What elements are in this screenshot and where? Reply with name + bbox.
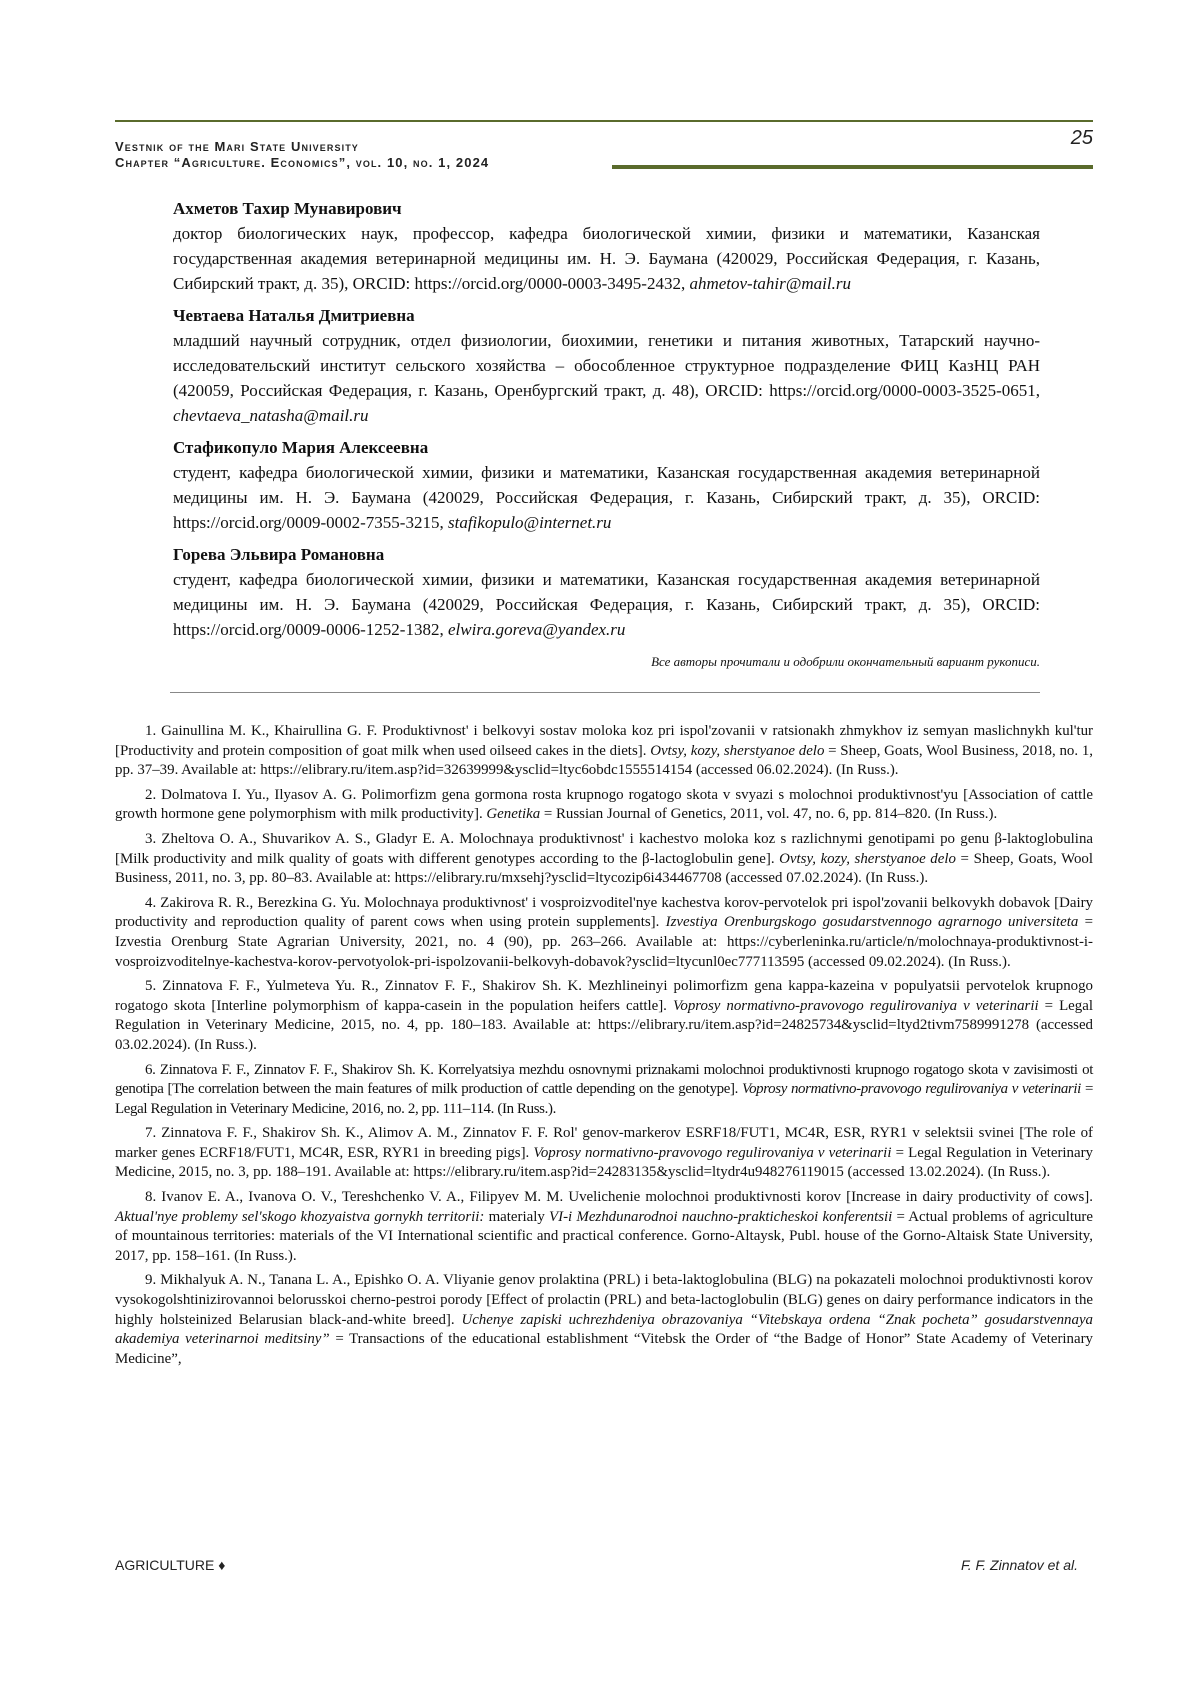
author-entry [173, 303, 1040, 428]
ref-source: Izvestiya Orenburgskogo gosudarstvennogo agrarnogo universiteta [665, 914, 1079, 931]
author-info [173, 567, 1040, 642]
author-email[interactable]: ahmetov-tahir@mail.ru [689, 274, 851, 293]
ref-text: = Legal Regulation in Veterinary Medicine, 2016, no. 2, pp. 111–114. (In Russ.). [115, 1081, 1093, 1117]
ref-text: 2. Dolmatova I. Yu., Ilyasov A. G. Polimorfizm gena gormona rosta krupnogo rogatogo skota v svyazi s molochnoi produktivnost'yu [Association of cattle growth hormone gene polymorphism with milk productivity]. [115, 786, 1093, 823]
author-info [173, 221, 1040, 296]
author-name: Горева Эльвира Романовна [173, 545, 385, 564]
author-info [173, 460, 1040, 535]
header-top-rule [115, 120, 1093, 122]
author-email[interactable]: elwira.goreva@yandex.ru [447, 620, 626, 639]
ref-source: Genetika [486, 806, 541, 823]
ref-source: Aktual'nye problemy sel'skogo khozyaistva gornykh territorii: [115, 1208, 485, 1225]
author-name: Чевтаева Наталья Дмитриевна [173, 306, 415, 325]
ref-text: = Sheep, Goats, Wool Business, 2011, no. 3, pp. 80–83. Available at: https://elibrary.ru/mxsehj?ysclid=ltycozip6i434467708 (accessed 07.02.2024). (In Russ.). [115, 850, 1093, 887]
reference-item [115, 1124, 1093, 1183]
journal-chapter: Chapter “Agriculture. Economics”, vol. 10, no. 1, 2024 [115, 155, 490, 170]
ref-text: materialy [484, 1208, 550, 1225]
footer-authors: F. F. Zinnatov et al. [961, 1557, 1078, 1573]
ref-source: VI-i Mezhdunarodnoi nauchno-prakticheskoi konferentsii [549, 1208, 893, 1225]
header-rule-bar [612, 165, 1093, 169]
ref-source: Voprosy normativno-pravovogo regulirovaniya v veterinarii [533, 1144, 892, 1161]
author-name: Ахметов Тахир Мунавирович [173, 199, 402, 218]
ref-text: = Russian Journal of Genetics, 2011, vol. 47, no. 6, pp. 814–820. (In Russ.). [540, 806, 998, 823]
ref-source: Voprosy normativno-pravovogo regulirovaniya v veterinarii [672, 997, 1039, 1014]
author-email[interactable]: chevtaeva_natasha@mail.ru [173, 406, 369, 425]
ref-source: Ovtsy, kozy, sherstyanoe delo [650, 742, 825, 759]
ref-text: = Izvestia Orenburg State Agrarian University, 2021, no. 4 (90), pp. 263–266. Available at: https://cyberleninka.ru/article/n/molochnaya-produktivnost-i-vosproizvoditelnye-kachestva-korov-pervotyolok-pri-ispolzovanii-belkovyh-dobavok?ysclid=ltycunl0ec777113595 (accessed 09.02.2024). (In Russ.). [115, 914, 1094, 970]
ref-source: Uchenye zapiski uchrezhdeniya obrazovaniya “Vitebskaya ordena “Znak pocheta” gosudarstvennaya akademiya veterinarnoi meditsiny” [115, 1311, 1094, 1348]
ref-text: 5. Zinnatova F. F., Yulmeteva Yu. R., Zinnatov F. F., Shakirov Sh. K. Mezhlineinyi polimorfizm gena kappa-kazeina v populyatsii pervotelok krupnogo rogatogo skota [Interline polymorphism of kappa-casein in the population heifers cattle]. [115, 978, 1093, 1014]
reference-item [115, 894, 1093, 972]
reference-item [115, 786, 1093, 825]
ref-text: = Legal Regulation in Veterinary Medicine, 2015, no. 4, pp. 180–183. Available at: https://elibrary.ru/item.asp?id=24825734&ysclid=ltyd2tivm7589991278 (accessed 03.02.2024). (In Russ.). [115, 997, 1093, 1053]
author-entry [173, 542, 1040, 642]
ref-text: 1. Gainullina M. K., Khairullina G. F. Produktivnost' i belkovyi sostav moloka koz pri ispol'zovanii v ratsionakh zhmykhov iz semyan maslichnykh kul'tur [Productivity and protein composition of goat milk when used oilseed cakes in the diets]. [115, 723, 1093, 759]
ref-text: 3. Zheltova O. A., Shuvarikov A. S., Gladyr E. A. Molochnaya produktivnost' i kachestvo moloka koz s razlichnymi genotipami po genu β-laktoglobulina [Milk productivity and milk quality of goats with different genotypes according to the β-lactoglobulin gene]. [115, 830, 1093, 867]
approval-note: Все авторы прочитали и одобрили окончательный вариант рукописи. [651, 654, 1040, 669]
author-entry [173, 435, 1040, 535]
reference-item [115, 722, 1093, 781]
ref-text: 6. Zinnatova F. F., Zinnatov F. F., Shakirov Sh. K. Korrelyatsiya mezhdu osnovnymi priznakami molochnoi produktivnosti krupnogo rogatogo skota v zavisimosti ot genotipa [The correlation between the main features of milk production of cattle depending on the genotype]. [115, 1061, 1093, 1098]
reference-item [115, 830, 1093, 889]
author-info [173, 328, 1040, 428]
ref-text: 7. Zinnatova F. F., Shakirov Sh. K., Alimov A. M., Zinnatov F. F. Rol' genov-markerov ESRF18/FUT1, MC4R, ESR, RYR1 v selektsii svinei [The role of marker genes ECRF18/FUT1, MC4R, ESR, RYR1 in breeding pigs]. [115, 1125, 1093, 1161]
ref-text: = Transactions of the educational establishment “Vitebsk the Order of “the Badge of Honor” State Academy of Veterinary Medicine”, [115, 1331, 1094, 1367]
ref-text: = Legal Regulation in Veterinary Medicine, 2015, no. 3, pp. 188–191. Available at: https://elibrary.ru/item.asp?id=24283135&ysclid=ltydr4u948276119015 (accessed 13.02.2024). (In Russ.). [115, 1144, 1094, 1181]
reference-item [115, 1061, 1093, 1120]
journal-name: Vestnik of the Mari State University [115, 139, 359, 154]
journal-title [115, 139, 489, 171]
reference-item [115, 1271, 1093, 1369]
ref-text: = Sheep, Goats, Wool Business, 2018, no. 1, pp. 37–39. Available at: https://elibrary.ru/item.asp?id=32639999&ysclid=ltyc6obdc1555514154 (accessed 06.02.2024). (In Russ.). [115, 742, 1093, 779]
author-name: Стафикопуло Мария Алексеевна [173, 438, 429, 457]
author-affiliation: студент, кафедра биологической химии, физики и математики, Казанская государственная академия ветеринарной медицины им. Н. Э. Баумана (420029, Российская Федерация, г. Казань, Сибирский тракт, д. 35), ORCID: https://orcid.org/0009-0006-1252-1382, [173, 570, 1040, 639]
author-affiliation: студент, кафедра биологической химии, физики и математики, Казанская государственная академия ветеринарной медицины им. Н. Э. Баумана (420029, Российская Федерация, г. Казань, Сибирский тракт, д. 35), ORCID: https://orcid.org/0009-0002-7355-3215, [173, 463, 1040, 532]
author-list [173, 196, 1040, 674]
page-number: 25 [1070, 127, 1093, 149]
ref-text: = Actual problems of agriculture of mountainous territories: materials of the VI International scientific and practical conference. Gorno-Altaysk, Publ. house of the Gorno-Altaisk State University, 2017, pp. 158–161. (In Russ.). [115, 1208, 1093, 1264]
ref-text: 9. Mikhalyuk A. N., Tanana L. A., Epishko O. A. Vliyanie genov prolaktina (PRL) i beta-laktoglobulina (BLG) na pokazateli molochnoi produktivnosti korov vysokogolshtinizirovannoi belorusskoi cherno-pestroi porody [Effect of prolactin (PRL) and beta-lactoglobulin (BLG) genes on dairy performance indicators in the highly holsteinized Belarusian black-and-white breed]. [115, 1272, 1093, 1328]
reference-item [115, 1188, 1093, 1266]
ref-source: Voprosy normativno-pravovogo regulirovaniya v veterinarii [741, 1081, 1081, 1098]
ref-text: 4. Zakirova R. R., Berezkina G. Yu. Molochnaya produktivnost' i vosproizvoditel'nye kachestva korov-pervotelok pri ispol'zovanii belkovykh dobavok [Dairy productivity and reproduction quality of parent cows when using protein supplements]. [115, 894, 1093, 931]
author-affiliation: младший научный сотрудник, отдел физиологии, биохимии, генетики и питания животных, Татарский научно-исследовательский институт сельского хозяйства – обособленное структурное подразделение ФИЦ КазНЦ РАН (420059, Российская Федерация, г. Казань, Оренбургский тракт, д. 48), ORCID: https://orcid.org/0000-0003-3525-0651, [173, 331, 1040, 400]
author-affiliation: доктор биологических наук, профессор, кафедра биологической химии, физики и математики, Казанская государственная академия ветеринарной медицины им. Н. Э. Баумана (420029, Российская Федерация, г. Казань, Сибирский тракт, д. 35), ORCID: https://orcid.org/0000-0003-3495-2432, [173, 224, 1040, 293]
author-entry [173, 196, 1040, 296]
ref-source: Ovtsy, kozy, sherstyanoe delo [779, 850, 956, 867]
author-email[interactable]: stafikopulo@internet.ru [447, 513, 612, 532]
reference-list [115, 722, 1093, 1374]
reference-item [115, 977, 1093, 1055]
footer-section-label: AGRICULTURE ♦ [115, 1557, 226, 1573]
ref-text: 8. Ivanov E. A., Ivanova O. V., Tereshchenko V. A., Filipyev M. M. Uvelichenie molochnoi produktivnosti korov [Increase in dairy productivity of cows]. [145, 1189, 1093, 1206]
section-divider [170, 692, 1040, 693]
